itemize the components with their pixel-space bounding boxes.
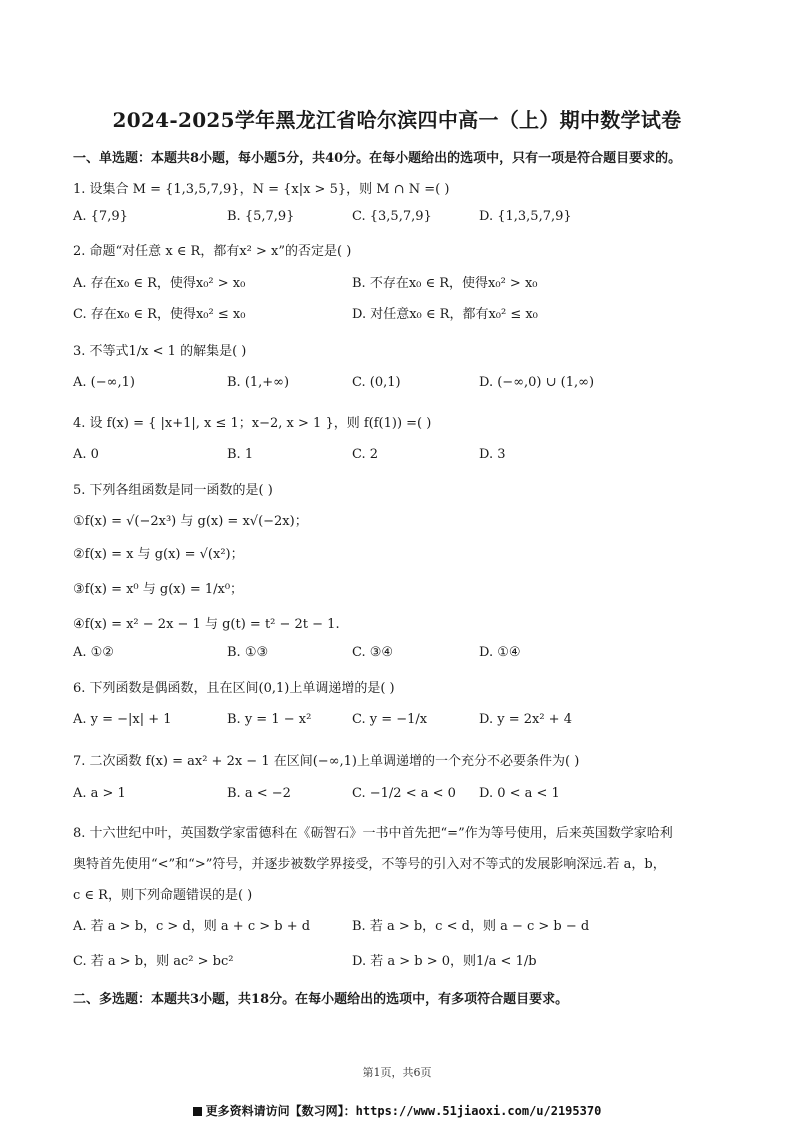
site-banner-text: 更多资料请访问【数习网】：https://www.51jiaoxi.com/u/2195370 [205, 1104, 602, 1118]
question-6-option-d: D. y = 2x² + 4 [479, 712, 572, 727]
question-2-stem: 2. 命题“对任意 x ∈ R，都有x² > x”的否定是( ) [73, 244, 352, 259]
question-3-option-a: A. (−∞,1) [73, 375, 135, 390]
question-7-stem: 7. 二次函数 f(x) = ax² + 2x − 1 在区间(−∞,1)上单调递增的一个充分不必要条件为( ) [73, 754, 580, 769]
question-3-stem: 3. 不等式1/x < 1 的解集是( ) [73, 344, 247, 359]
question-6-option-c: C. y = −1/x [352, 712, 428, 727]
question-5-option-d: D. ①④ [479, 645, 521, 660]
question-4-stem: 4. 设 f(x) = { |x+1|, x ≤ 1；x−2, x > 1 }，则 f(f(1)) =( ) [73, 416, 432, 431]
question-1-option-a: A. {7,9} [73, 209, 128, 224]
question-7-option-a: A. a > 1 [73, 786, 126, 801]
question-2-option-b: B. 不存在x₀ ∈ R，使得x₀² > x₀ [352, 276, 538, 291]
question-3-option-b: B. (1,+∞) [227, 375, 290, 390]
question-6-stem: 6. 下列函数是偶函数，且在区间(0,1)上单调递增的是( ) [73, 681, 395, 696]
question-5-option-a: A. ①② [73, 645, 114, 660]
question-8-stem-line-1: 8. 十六世纪中叶，英国数学家雷德科在《砺智石》一书中首先把“=”作为等号使用，后来英国数学家哈利 [73, 826, 673, 841]
question-1-stem: 1. 设集合 M = {1,3,5,7,9}，N = {x|x > 5}，则 M ∩ N =( ) [73, 182, 450, 197]
question-5-option-b: B. ①③ [227, 645, 269, 660]
question-4-option-c: C. 2 [352, 447, 379, 462]
question-2-option-a: A. 存在x₀ ∈ R，使得x₀² > x₀ [73, 276, 246, 291]
question-6-option-b: B. y = 1 − x² [227, 712, 312, 727]
question-7-option-d: D. 0 < a < 1 [479, 786, 560, 801]
question-8-stem-line-3: c ∈ R，则下列命题错误的是( ) [73, 888, 253, 903]
question-5-stem: 5. 下列各组函数是同一函数的是( ) [73, 483, 273, 498]
exam-title: 2024-2025学年黑龙江省哈尔滨四中高一（上）期中数学试卷 [112, 108, 682, 132]
section-single-choice-header: 一、单选题：本题共8小题，每小题5分，共40分。在每小题给出的选项中，只有一项是符合题目要求的。 [73, 151, 682, 166]
question-5-item-4: ④f(x) = x² − 2x − 1 与 g(t) = t² − 2t − 1. [73, 617, 340, 632]
question-5-item-2: ②f(x) = x 与 g(x) = √(x²)； [73, 547, 244, 562]
question-1-option-b: B. {5,7,9} [227, 209, 295, 224]
page-number-footer: 第1页，共6页 [362, 1066, 432, 1079]
question-3-option-d: D. (−∞,0) ∪ (1,∞) [479, 375, 595, 390]
question-6-option-a: A. y = −|x| + 1 [73, 712, 172, 727]
question-4-option-d: D. 3 [479, 447, 506, 462]
section-multiple-choice-header: 二、多选题：本题共3小题，共18分。在每小题给出的选项中，有多项符合题目要求。 [73, 992, 569, 1007]
question-1-option-c: C. {3,5,7,9} [352, 209, 432, 224]
question-8-option-d: D. 若 a > b > 0，则1/a < 1/b [352, 954, 537, 969]
question-7-option-b: B. a < −2 [227, 786, 291, 801]
question-2-option-d: D. 对任意x₀ ∈ R，都有x₀² ≤ x₀ [352, 307, 538, 322]
question-4-option-a: A. 0 [73, 447, 99, 462]
site-banner[interactable] [0, 1102, 794, 1119]
question-5-option-c: C. ③④ [352, 645, 394, 660]
question-7-option-c: C. −1/2 < a < 0 [352, 786, 456, 801]
question-2-option-c: C. 存在x₀ ∈ R，使得x₀² ≤ x₀ [73, 307, 246, 322]
question-5-item-3: ③f(x) = x⁰ 与 g(x) = 1/x⁰； [73, 582, 244, 597]
question-1-option-d: D. {1,3,5,7,9} [479, 209, 572, 224]
question-8-option-b: B. 若 a > b，c < d，则 a − c > b − d [352, 919, 590, 934]
question-5-item-1: ①f(x) = √(−2x³) 与 g(x) = x√(−2x)； [73, 514, 308, 529]
question-8-stem-line-2: 奥特首先使用“<”和“>”符号，并逐步被数学界接受，不等号的引入对不等式的发展影响深远.若 a，b， [73, 857, 666, 872]
question-3-option-c: C. (0,1) [352, 375, 401, 390]
question-4-option-b: B. 1 [227, 447, 254, 462]
flag-icon [193, 1107, 202, 1116]
question-8-option-a: A. 若 a > b，c > d，则 a + c > b + d [73, 919, 311, 934]
question-8-option-c: C. 若 a > b，则 ac² > bc² [73, 954, 234, 969]
